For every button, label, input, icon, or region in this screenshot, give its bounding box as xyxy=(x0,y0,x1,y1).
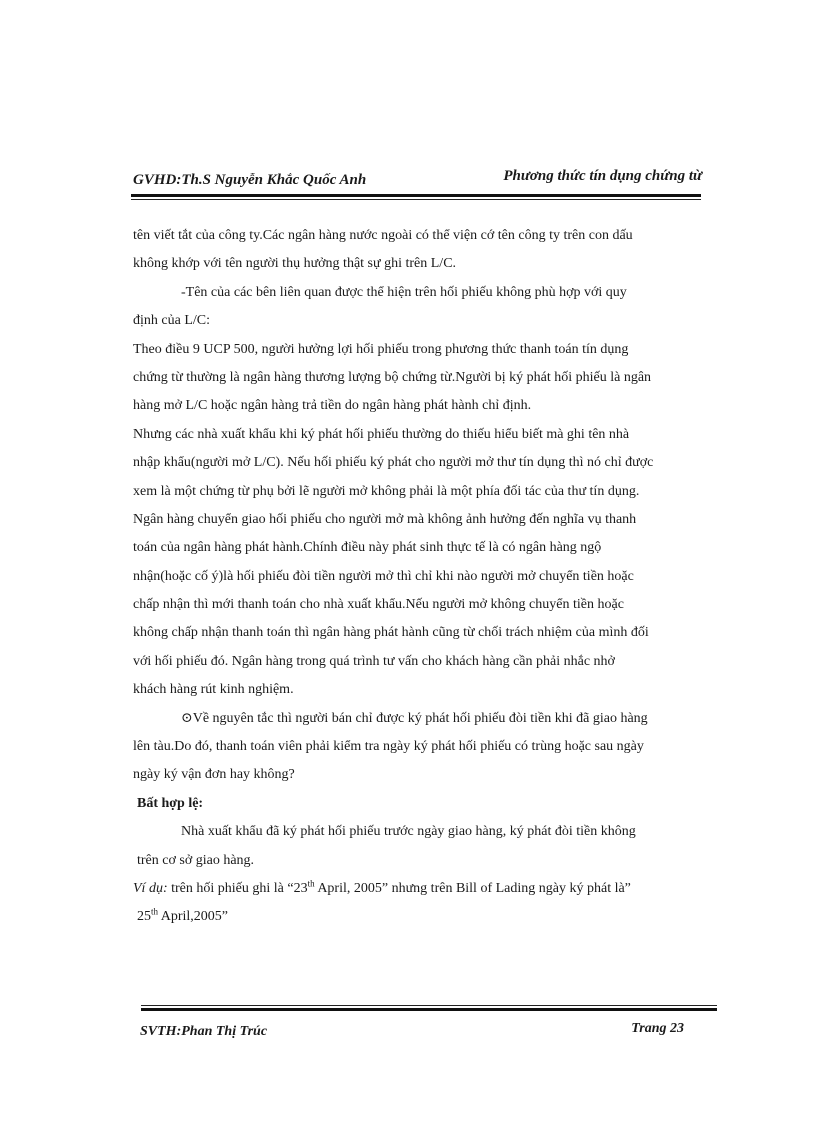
ordinal-suffix: th xyxy=(151,906,159,917)
page-number: Trang 23 xyxy=(631,1021,684,1036)
section-heading: Bất hợp lệ: xyxy=(137,795,204,811)
header-advisor: GVHD:Th.S Nguyễn Khắc Quốc Anh xyxy=(133,172,367,188)
paragraph-line: hàng mở L/C hoặc ngân hàng trả tiền do ngân hàng phát hành chỉ định. xyxy=(133,398,532,414)
example-label: Ví dụ: xyxy=(133,880,168,896)
example-text: trên hối phiếu ghi là “23 xyxy=(167,880,308,896)
paragraph-line: nhập khẩu(người mở L/C). Nếu hối phiếu ký phát cho người mở thư tín dụng thì nó chỉ được xyxy=(133,455,654,471)
paragraph-line: với hối phiếu đó. Ngân hàng trong quá trình tư vấn cho khách hàng cần phải nhắc nhở xyxy=(133,653,615,669)
footer-rule xyxy=(141,1008,717,1011)
footer-rule-thin xyxy=(141,1005,717,1006)
paragraph-line: toán của ngân hàng phát hành.Chính điều này phát sinh thực tế là có ngân hàng ngộ xyxy=(133,540,602,556)
header-rule-thin xyxy=(131,199,701,200)
example-text: 25 xyxy=(137,909,151,925)
paragraph-line: Nhưng các nhà xuất khẩu khi ký phát hối phiếu thường do thiếu hiểu biết mà ghi tên nhà xyxy=(133,426,630,442)
paragraph-line: tên viết tắt của công ty.Các ngân hàng nước ngoài có thể viện cớ tên công ty trên con dấu xyxy=(133,228,633,243)
paragraph-line: lên tàu.Do đó, thanh toán viên phải kiểm tra ngày ký phát hối phiếu có trùng hoặc sau ngày xyxy=(133,739,644,755)
paragraph-line: định của L/C: xyxy=(133,313,210,329)
paragraph-line: ⊙Về nguyên tắc thì người bán chỉ được ký phát hối phiếu đòi tiền khi đã giao hàng xyxy=(181,710,648,726)
paragraph-line: không khớp với tên người thụ hưởng thật sự ghi trên L/C. xyxy=(133,256,457,272)
paragraph-line: Ngân hàng chuyển giao hối phiếu cho người mở mà không ảnh hưởng đến nghĩa vụ thanh xyxy=(133,511,637,527)
ordinal-suffix: th xyxy=(307,878,315,889)
header-rule xyxy=(131,194,701,197)
example-line xyxy=(133,875,713,903)
example-text: April,2005” xyxy=(158,909,229,925)
paragraph-line: ngày ký vận đơn hay không? xyxy=(133,767,295,783)
body-text xyxy=(133,222,713,932)
paragraph-line: chấp nhận thì mới thanh toán cho nhà xuất khẩu.Nếu người mở không chuyển tiền hoặc xyxy=(133,597,624,613)
paragraph-line: Theo điều 9 UCP 500, người hưởng lợi hối phiếu trong phương thức thanh toán tín dụng xyxy=(133,341,629,357)
paragraph-line: Nhà xuất khẩu đã ký phát hối phiếu trước ngày giao hàng, ký phát đòi tiền không xyxy=(181,824,636,840)
paragraph-line: nhận(hoặc cố ý)là hối phiếu đòi tiền người mở thì chỉ khi nào người mở chuyển tiền hoặc xyxy=(133,568,634,584)
header-title: Phương thức tín dụng chứng từ xyxy=(503,168,702,184)
example-line xyxy=(133,903,713,931)
paragraph-line: xem là một chứng từ phụ bởi lẽ người mở không phải là một phía đối tác của thư tín dụng. xyxy=(133,483,640,499)
paragraph-line: khách hàng rút kinh nghiệm. xyxy=(133,682,294,698)
paragraph-line: không chấp nhận thanh toán thì ngân hàng phát hành cũng từ chối trách nhiệm của mình đối xyxy=(133,625,649,641)
footer-student: SVTH:Phan Thị Trúc xyxy=(140,1024,268,1039)
paragraph-line: chứng từ thường là ngân hàng thương lượng bộ chứng từ.Người bị ký phát hối phiếu là ngân xyxy=(133,369,652,385)
paragraph-line: trên cơ sở giao hàng. xyxy=(137,852,255,868)
example-text: April, 2005” nhưng trên Bill of Lading ngày ký phát là” xyxy=(314,880,631,896)
paragraph-line: -Tên của các bên liên quan được thể hiện trên hối phiếu không phù hợp với quy xyxy=(181,284,627,300)
